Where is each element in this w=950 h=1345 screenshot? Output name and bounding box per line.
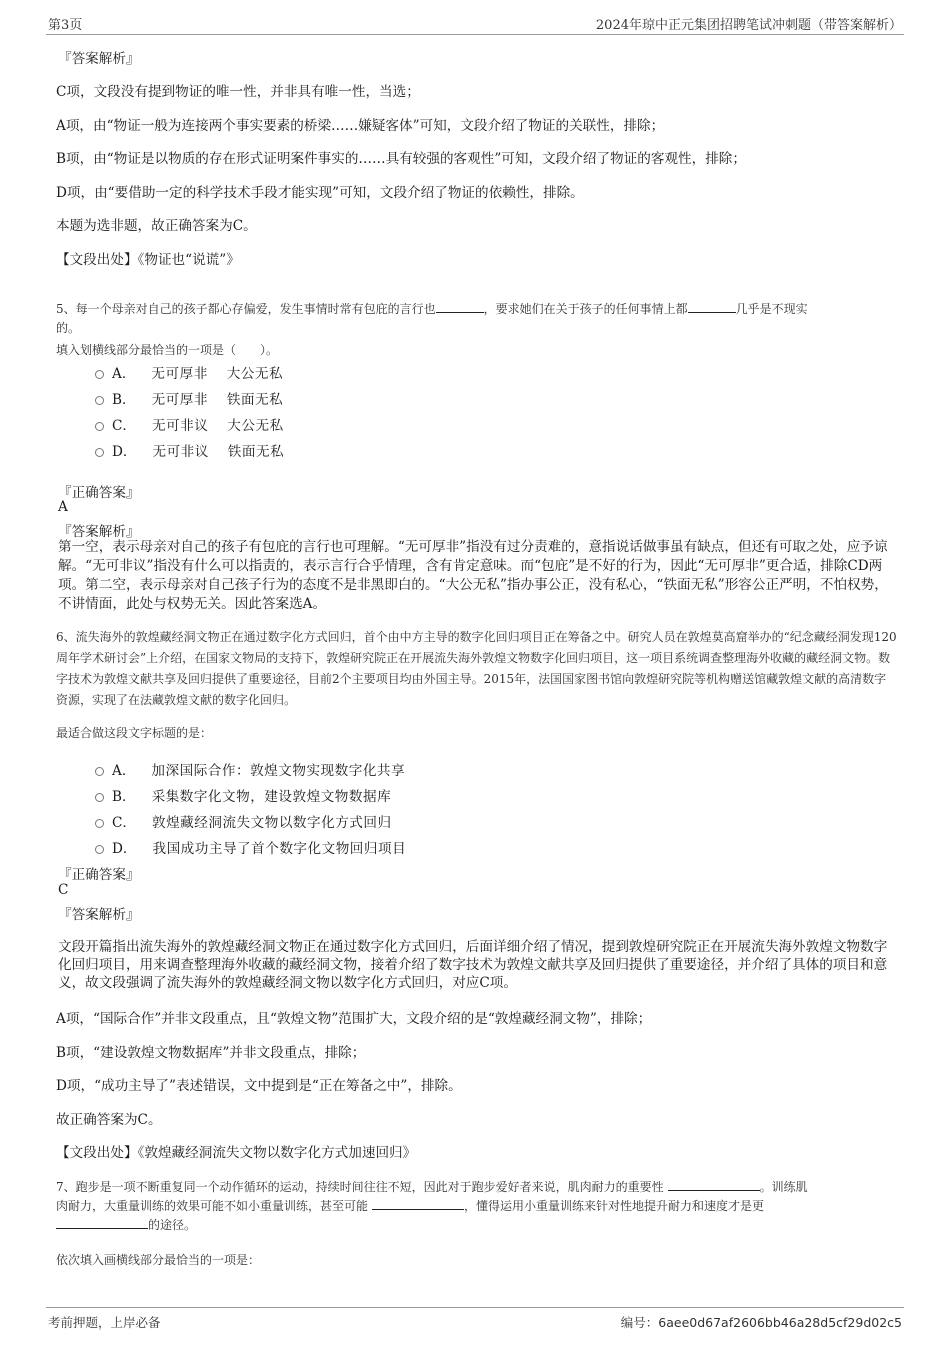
q5-option-b[interactable]: B． 无可厚非 铁面无私	[95, 388, 283, 408]
q5-analysis: 第一空，表示母亲对自己的孩子有包庇的言行也可理解。“无可厚非”指没有过分责难的，意指说话做事虽有缺点，但还有可取之处，应予谅解。“无可非议”指没有什么可以指责的，表示言行合乎情理，含有肯定意味。而“包庇”是不好的行为，因此“无可厚非”更合适，排除CD两项。第二空，表示母亲对自己孩子行为的态度不是非黑即白的。“大公无私”指办事公正，没有私心，“铁面无私”形容公正严明，不怕权势，不讲情面，此处与权势无关。因此答案选A。	[58, 539, 888, 612]
analysis-line: D项，“成功主导了”表述错误，文中提到是“正在筹备之中”，排除。	[56, 1078, 462, 1094]
q5-option-c[interactable]: C． 无可非议 大公无私	[95, 414, 284, 434]
correct-answer: C	[58, 882, 69, 898]
radio-icon[interactable]	[95, 422, 104, 431]
correct-answer: A	[58, 499, 68, 515]
question-7-prompt: 依次填入画横线部分最恰当的一项是：	[56, 1253, 261, 1267]
radio-icon[interactable]	[95, 845, 104, 854]
radio-icon[interactable]	[95, 767, 104, 776]
analysis-line: 本题为选非题，故正确答案为C。	[56, 218, 257, 234]
fill-blank	[668, 1178, 760, 1191]
radio-icon[interactable]	[95, 448, 104, 457]
document-title: 2024年琼中正元集团招聘笔试冲刺题（带答案解析）	[595, 18, 902, 33]
question-5-stem: 5、每一个母亲对自己的孩子都心存偏爱，发生事情时常有包庇的言行也 ，要求她们在关于孩子的任何事情上都 几乎是不现实 的。	[56, 302, 808, 335]
radio-icon[interactable]	[95, 396, 104, 405]
q6-option-b[interactable]: B． 采集数字化文物，建设敦煌文物数据库	[95, 785, 391, 805]
fill-blank	[436, 300, 484, 313]
analysis-line: B项，由“物证是以物质的存在形式证明案件事实的……具有较强的客观性”可知，文段介绍了物证的客观性，排除；	[56, 151, 746, 167]
analysis-label: 『答案解析』	[58, 907, 140, 923]
source-citation: 【文段出处】《物证也“说谎”》	[56, 252, 240, 268]
question-6-prompt: 最适合做这段文字标题的是：	[56, 726, 213, 740]
document-code: 编号：6aee0d67af2606bb46a28d5cf29d02c5	[620, 1315, 902, 1330]
footer-divider	[46, 1307, 904, 1308]
q5-option-d[interactable]: D． 无可非议 铁面无私	[95, 440, 284, 460]
radio-icon[interactable]	[95, 793, 104, 802]
q5-option-a[interactable]: A． 无可厚非 大公无私	[95, 362, 283, 382]
analysis-label: 『答案解析』	[58, 524, 140, 540]
q6-option-c[interactable]: C． 敦煌藏经洞流失文物以数字化方式回归	[95, 811, 392, 831]
header-divider	[46, 34, 904, 35]
question-6-stem: 6、流失海外的敦煌藏经洞文物正在通过数字化方式回归，首个由中方主导的数字化回归项目正在筹备之中。研究人员在敦煌莫高窟举办的“纪念藏经洞发现120周年学术研讨会”上介绍，在国家文物局的支持下，敦煌研究院正在开展流失海外敦煌文物数字化回归项目，这一项目系统调查整理海外收藏的藏经洞文物。数字技术为敦煌文献共享及回归提供了重要途径，目前2个主要项目均由外国主导。2015年，法国国家图书馆向敦煌研究院等机构赠送馆藏敦煌文献的高清数字资源，实现了在法藏敦煌文献的数字化回归。	[56, 630, 897, 707]
radio-icon[interactable]	[95, 819, 104, 828]
correct-answer-label: 『正确答案』	[58, 867, 140, 883]
q6-option-d[interactable]: D． 我国成功主导了首个数字化文物回归项目	[95, 837, 406, 857]
fill-blank	[688, 300, 736, 313]
analysis-line: B项，“建设敦煌文物数据库”并非文段重点，排除；	[56, 1045, 366, 1061]
correct-answer-label: 『正确答案』	[58, 485, 140, 501]
radio-icon[interactable]	[95, 370, 104, 379]
fill-blank	[372, 1197, 464, 1210]
analysis-line: C项，文段没有提到物证的唯一性，并非具有唯一性，当选；	[56, 84, 420, 100]
analysis-line: A项，“国际合作”并非文段重点，且“敦煌文物”范围扩大，文段介绍的是“敦煌藏经洞文物”，排除；	[56, 1011, 652, 1027]
q6-analysis: 文段开篇指出流失海外的敦煌藏经洞文物正在通过数字化方式回归，后面详细介绍了情况，提到敦煌研究院正在开展流失海外敦煌文物数字化回归项目，用来调查整理海外收藏的藏经洞文物，接着介绍了数字技术为敦煌文献共享及回归提供了重要途径，并介绍了具体的项目和意义，故文段强调了流失海外的敦煌藏经洞文物以数字化方式回归，对应C项。	[58, 939, 888, 991]
analysis-label: 『答案解析』	[58, 51, 140, 67]
footer-slogan: 考前押题，上岸必备	[48, 1315, 161, 1330]
fill-blank	[56, 1216, 148, 1229]
question-5-prompt: 填入划横线部分最恰当的一项是（ ）。	[56, 343, 279, 357]
question-7-stem: 7、跑步是一项不断重复同一个动作循环的运动，持续时间往往不短，因此对于跑步爱好者来说，肌肉耐力的重要性 。训练肌 肉耐力，大重量训练的效果可能不如小重量训练，甚至可能 ，懂得运用小重量训练来针对性地提升耐力和速度才是更 的途径。	[56, 1180, 808, 1232]
page-number: 第3页	[48, 18, 83, 33]
source-citation: 【文段出处】《敦煌藏经洞流失文物以数字化方式加速回归》	[56, 1145, 417, 1161]
analysis-line: A项，由“物证一般为连接两个事实要素的桥梁……嫌疑客体”可知，文段介绍了物证的关联性，排除；	[56, 118, 665, 134]
analysis-line: D项，由“要借助一定的科学技术手段才能实现”可知，文段介绍了物证的依赖性，排除。	[56, 185, 584, 201]
q6-option-a[interactable]: A． 加深国际合作：敦煌文物实现数字化共享	[95, 759, 405, 779]
analysis-line: 故正确答案为C。	[56, 1112, 162, 1128]
